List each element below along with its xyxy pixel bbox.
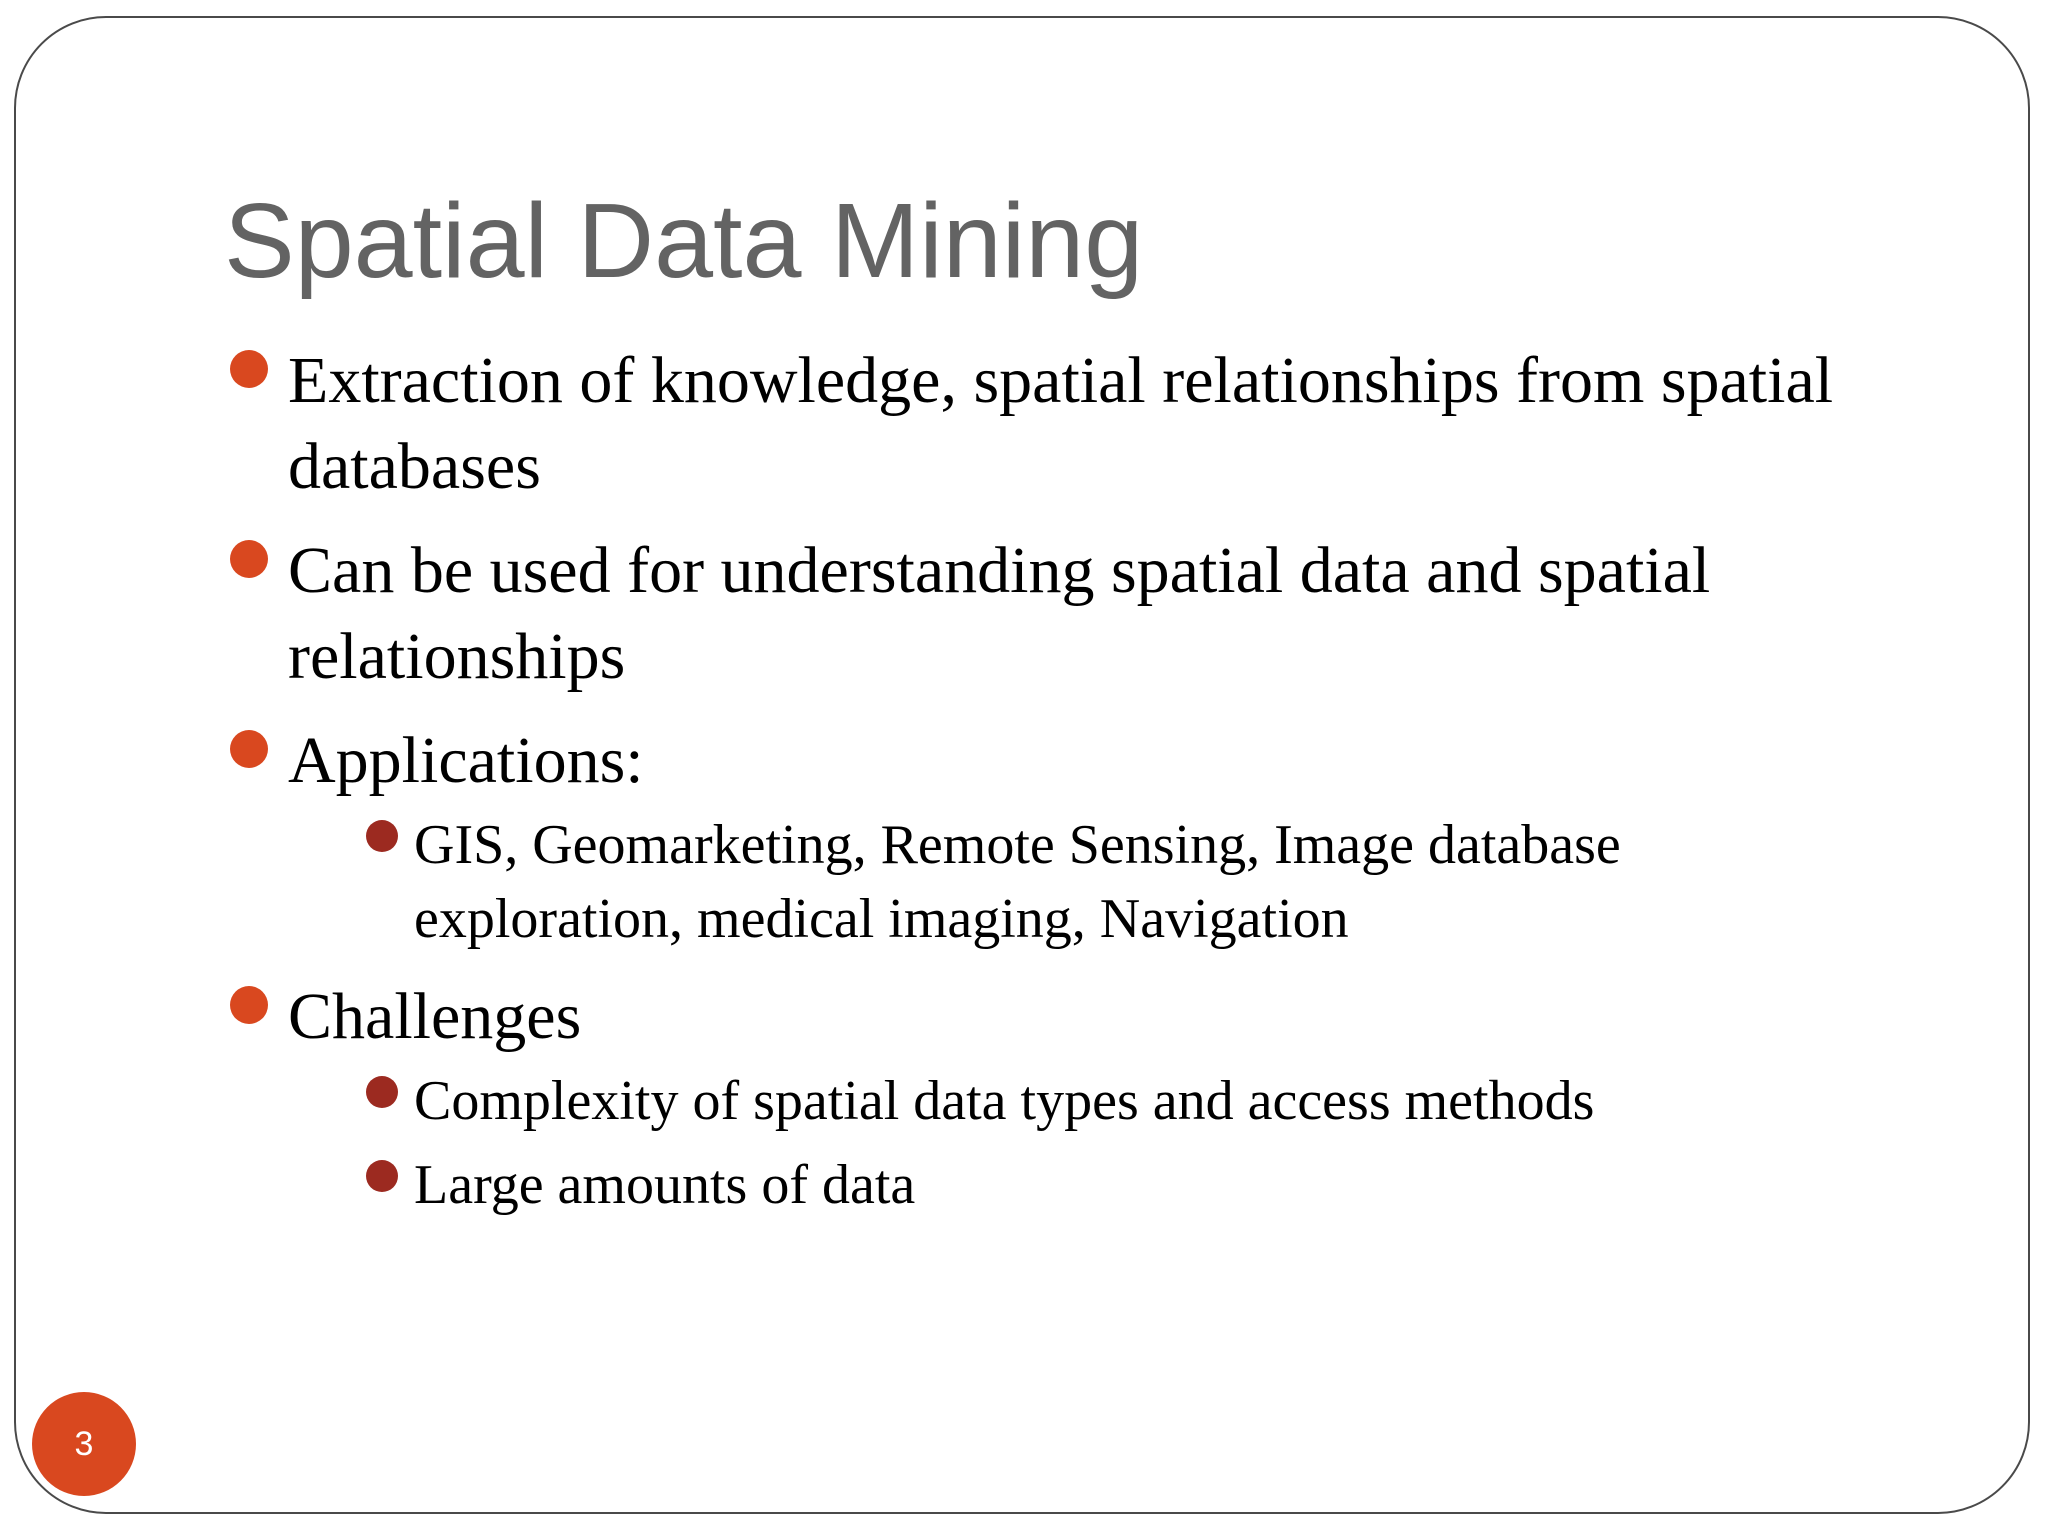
bullet-list — [224, 338, 1864, 1222]
bullet-text: Challenges — [288, 980, 582, 1053]
sub-bullet-item — [288, 1064, 1864, 1138]
sub-bullet-list-applications — [288, 808, 1864, 956]
page-number-badge: 3 — [32, 1392, 136, 1496]
bullet-item-applications — [224, 718, 1864, 956]
bullet-text: Can be used for understanding spatial data and spatial relationships — [288, 534, 1711, 693]
sub-bullet-dot-icon — [366, 820, 398, 852]
bullet-item-challenges — [224, 974, 1864, 1222]
bullet-dot-icon — [230, 540, 268, 578]
bullet-dot-icon — [230, 986, 268, 1024]
sub-bullet-text: GIS, Geomarketing, Remote Sensing, Image database exploration, medical imaging, Navigation — [414, 814, 1621, 950]
sub-bullet-item — [288, 1148, 1864, 1222]
bullet-text: Applications: — [288, 724, 644, 797]
sub-bullet-text: Large amounts of data — [414, 1154, 916, 1216]
bullet-item-extraction — [224, 338, 1864, 510]
bullet-item-understanding — [224, 528, 1864, 700]
sub-bullet-text: Complexity of spatial data types and access methods — [414, 1070, 1595, 1132]
bullet-dot-icon — [230, 730, 268, 768]
bullet-dot-icon — [230, 350, 268, 388]
slide-content — [224, 338, 1864, 1240]
sub-bullet-item — [288, 808, 1864, 956]
sub-bullet-dot-icon — [366, 1160, 398, 1192]
sub-bullet-list-challenges — [288, 1064, 1864, 1222]
bullet-text: Extraction of knowledge, spatial relationships from spatial databases — [288, 344, 1834, 503]
sub-bullet-dot-icon — [366, 1076, 398, 1108]
slide-title: Spatial Data Mining — [224, 182, 1144, 300]
